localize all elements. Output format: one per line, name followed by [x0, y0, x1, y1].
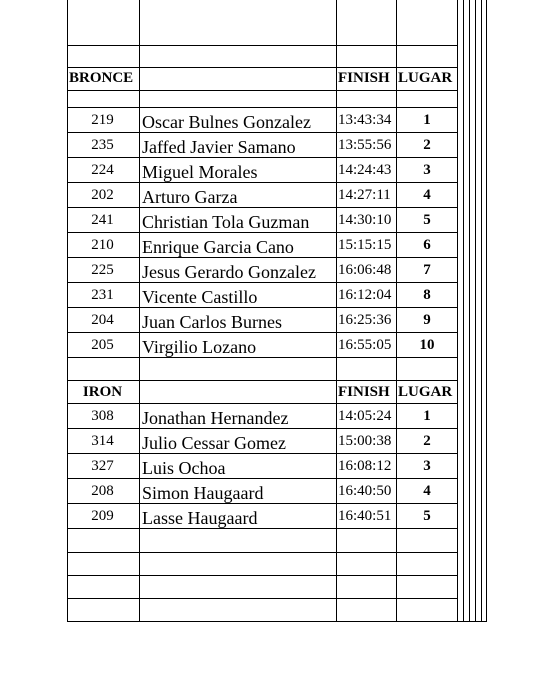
bib-number: 208 [91, 483, 114, 499]
place: 8 [423, 287, 431, 303]
section-title: BRONCE [69, 70, 134, 86]
grid-line [475, 0, 476, 622]
lugar-header: LUGAR [398, 70, 453, 86]
athlete-name: Christian Tola Guzman [142, 212, 310, 232]
finish-time: 14:30:10 [338, 212, 392, 228]
athlete-name: Simon Haugaard [142, 483, 264, 503]
grid-line [67, 621, 487, 622]
athlete-name: Miguel Morales [142, 162, 258, 182]
bib-number: 308 [91, 408, 114, 424]
grid-line [67, 403, 457, 404]
finish-time: 16:55:05 [338, 337, 392, 353]
bib-number: 224 [91, 162, 114, 178]
grid-line [67, 357, 457, 358]
place: 4 [423, 483, 431, 499]
place: 2 [423, 137, 431, 153]
section-title: IRON [82, 384, 123, 400]
place: 5 [423, 508, 431, 524]
grid-line [463, 0, 464, 622]
place: 4 [423, 187, 431, 203]
athlete-name: Arturo Garza [142, 187, 238, 207]
finish-time: 14:24:43 [338, 162, 392, 178]
place: 2 [423, 433, 431, 449]
bib-number: 314 [91, 433, 114, 449]
place: 7 [423, 262, 431, 278]
grid-line [67, 307, 457, 308]
athlete-name: Jaffed Javier Samano [142, 137, 296, 157]
grid-line [457, 0, 458, 622]
finish-time: 15:00:38 [338, 433, 392, 449]
bib-number: 231 [91, 287, 114, 303]
place: 6 [423, 237, 431, 253]
place: 3 [423, 458, 431, 474]
finish-time: 16:40:51 [338, 508, 392, 524]
lugar-header: LUGAR [398, 384, 453, 400]
bib-number: 241 [91, 212, 114, 228]
bib-number: 205 [91, 337, 114, 353]
bib-number: 202 [91, 187, 114, 203]
grid-line [67, 503, 457, 504]
grid-line [67, 453, 457, 454]
grid-line [67, 257, 457, 258]
bib-number: 225 [91, 262, 114, 278]
grid-line [67, 182, 457, 183]
athlete-name: Juan Carlos Burnes [142, 312, 282, 332]
grid-line [67, 528, 457, 529]
grid-line [67, 575, 457, 576]
athlete-name: Lasse Haugaard [142, 508, 258, 528]
grid-line [67, 478, 457, 479]
place: 1 [423, 112, 431, 128]
results-sheet [67, 0, 487, 622]
finish-time: 15:15:15 [338, 237, 392, 253]
grid-line [67, 380, 457, 381]
finish-time: 13:43:34 [338, 112, 392, 128]
grid-line [67, 428, 457, 429]
bib-number: 210 [91, 237, 114, 253]
finish-time: 16:40:50 [338, 483, 392, 499]
place: 9 [423, 312, 431, 328]
athlete-name: Oscar Bulnes Gonzalez [142, 112, 311, 132]
finish-header: FINISH [338, 384, 390, 400]
grid-line [481, 0, 482, 622]
athlete-name: Enrique Garcia Cano [142, 237, 294, 257]
athlete-name: Jonathan Hernandez [142, 408, 289, 428]
place: 1 [423, 408, 431, 424]
place: 3 [423, 162, 431, 178]
bib-number: 219 [91, 112, 114, 128]
grid-line [67, 90, 457, 91]
finish-time: 14:05:24 [338, 408, 392, 424]
grid-line [67, 598, 457, 599]
grid-line [67, 552, 457, 553]
grid-line [67, 132, 457, 133]
grid-line [67, 332, 457, 333]
athlete-name: Virgilio Lozano [142, 337, 257, 357]
bib-number: 209 [91, 508, 114, 524]
grid-line [67, 157, 457, 158]
bib-number: 327 [91, 458, 114, 474]
grid-line [67, 107, 457, 108]
place: 10 [419, 337, 435, 353]
grid-line [469, 0, 470, 622]
finish-time: 16:25:36 [338, 312, 392, 328]
athlete-name: Jesus Gerardo Gonzalez [142, 262, 316, 282]
finish-time: 16:12:04 [338, 287, 392, 303]
athlete-name: Julio Cessar Gomez [142, 433, 286, 453]
grid-line [486, 0, 487, 622]
athlete-name: Vicente Castillo [142, 287, 258, 307]
finish-time: 16:06:48 [338, 262, 392, 278]
grid-line [67, 45, 457, 46]
finish-time: 13:55:56 [338, 137, 392, 153]
grid-line [67, 67, 457, 68]
finish-time: 16:08:12 [338, 458, 392, 474]
grid-line [67, 232, 457, 233]
finish-time: 14:27:11 [338, 187, 391, 203]
place: 5 [423, 212, 431, 228]
bib-number: 235 [91, 137, 114, 153]
bib-number: 204 [91, 312, 114, 328]
athlete-name: Luis Ochoa [142, 458, 226, 478]
finish-header: FINISH [338, 70, 390, 86]
grid-line [67, 282, 457, 283]
grid-line [67, 207, 457, 208]
